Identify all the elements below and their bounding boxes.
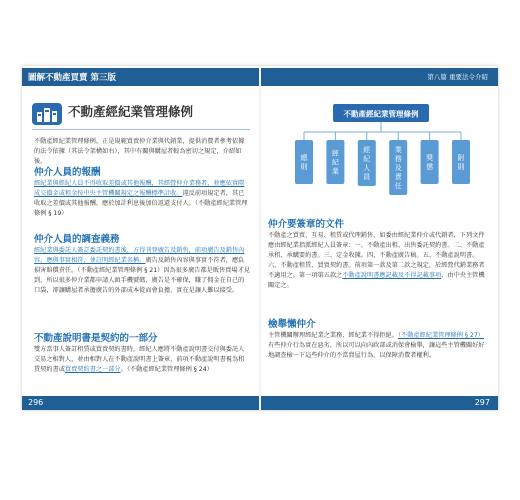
diagram-node-box <box>295 140 313 184</box>
fee-highlight: 經紀業與經紀人員不得收取差價或其他報酬，其經營仲介業務者，並應依實際成交價金或租金按中央主管機關規定之報酬標準計收。 <box>34 180 245 197</box>
diagram-node-label: 獎懲 <box>426 154 434 171</box>
book-gutter <box>259 66 261 410</box>
doc-paragraph <box>34 345 250 375</box>
right-page-footer <box>260 396 498 410</box>
fee-paragraph <box>34 179 250 219</box>
check-text: 主管機關辦理經紀業之業務，經紀業不得拒絕。 <box>268 332 398 339</box>
heading-doc: 不動產說明書是契約的一部分 <box>34 333 158 344</box>
doc-end: 。（不動產經紀業管理條例 § 24） <box>120 366 213 373</box>
page-number-right: 297 <box>474 398 490 407</box>
diagram-node-label: 業務及責任 <box>394 146 402 190</box>
fee-rest: 違反前項規定者，其已收取之差價或其他報酬，應於加計利息後加倍返還支付人。（不動產經紀業管理條例 § 19） <box>34 190 248 217</box>
duty-highlight: 經紀業與委託人簽訂委託契約書後，方得刊登廣告及銷售，前項廣告及銷售內容，應與事實相符，並註明經紀業名稱。 <box>34 247 245 264</box>
book-spread <box>22 66 498 410</box>
doc-text: 雙方當事人簽訂租賃或買賣契約書時，經紀人應將不動產說明書交付與委託人交易之相對人，並由相對人在不動產說明書上簽章，前項不動產說明書視為租賃契約書或 <box>34 346 245 373</box>
left-page-footer <box>22 396 260 410</box>
diagram-node-box <box>452 140 470 184</box>
check-rest: 有些仲介行為實在惡劣，所以可以向內政部或消保會檢舉，讓這些主管機關好好地調查檢一下這些仲介的不當賣屋行為，以保障消費者權利。 <box>268 342 485 359</box>
doc-highlight: 買賣契約書之一部分 <box>64 366 121 373</box>
section-title: 不動產經紀業管理條例 <box>68 104 194 119</box>
intro-paragraph: 不動產經紀業管理條例，正是規範買賣仲介業與代銷業，提供消費者參考依據的法令依據（其法令架構如右），其中有關與購屋者較為密切之規定，介紹如後。 <box>34 138 245 165</box>
buildings-icon <box>32 103 62 125</box>
duty-paragraph <box>34 246 250 296</box>
check-highlight: （不動產經紀業管理條例 § 27） <box>397 332 484 339</box>
title-divider <box>32 129 250 130</box>
law-structure-diagram <box>260 66 498 216</box>
docs-paragraph <box>268 231 486 291</box>
left-page-header <box>22 68 260 86</box>
docs-end: ，由中央主管機關定之。 <box>268 272 485 289</box>
right-page <box>260 66 498 410</box>
diagram-node-label: 總則 <box>300 154 308 171</box>
check-paragraph <box>268 331 486 361</box>
docs-highlight: 不動產說明書應記載及不得記載事項 <box>342 272 442 279</box>
docs-text: 不動產之買賣、互易、租賃或代理銷售，如委由經紀業仲介或代銷者，下列文件應由經紀業指派經紀人員簽章：一、不動產出租、出售委託契約書。二、不動產承租、承購要約書。三、定金收據。四、不動產廣告稿。五、不動產說明書。六、不動產租賃、買賣契約書。前項第一款及第二款之規定，於經營代銷業務者不適用之。第一項第五款之 <box>268 232 485 279</box>
diagram-root-label: 不動產經紀業管理條例 <box>343 109 419 119</box>
chapter-title: 第八篇 重要法令介紹 <box>427 73 488 81</box>
heading-fee: 仲介人員的報酬 <box>34 167 101 178</box>
diagram-node-label: 經紀業 <box>331 149 339 176</box>
diagram-node-box <box>421 140 439 184</box>
heading-duty: 仲介人員的調查義務 <box>34 234 120 245</box>
heading-check: 檢舉懶仲介 <box>268 319 316 330</box>
page-number-left: 296 <box>28 398 44 407</box>
left-page <box>22 66 260 410</box>
diagram-node-label: 附則 <box>457 154 465 171</box>
heading-docs: 仲介要簽章的文件 <box>268 219 345 230</box>
duty-rest: 廣告及銷售內容與事實不符者，應負損害賠償責任。（不動產經紀業管理條例 § 21）因為很多廣告都是販售賣場才見到，所以很多仲介業都申請人頭手機號碼，廣告是不確保，賺了佣金在自己的口袋，卻讓購屋者承擔廣告的外部成本從而會負擔，實在是讓人難以接受。 <box>34 257 250 294</box>
diagram-node-label: 經紀人員 <box>363 146 371 181</box>
book-title: 圖解不動產買賣 第三版 <box>28 73 116 83</box>
